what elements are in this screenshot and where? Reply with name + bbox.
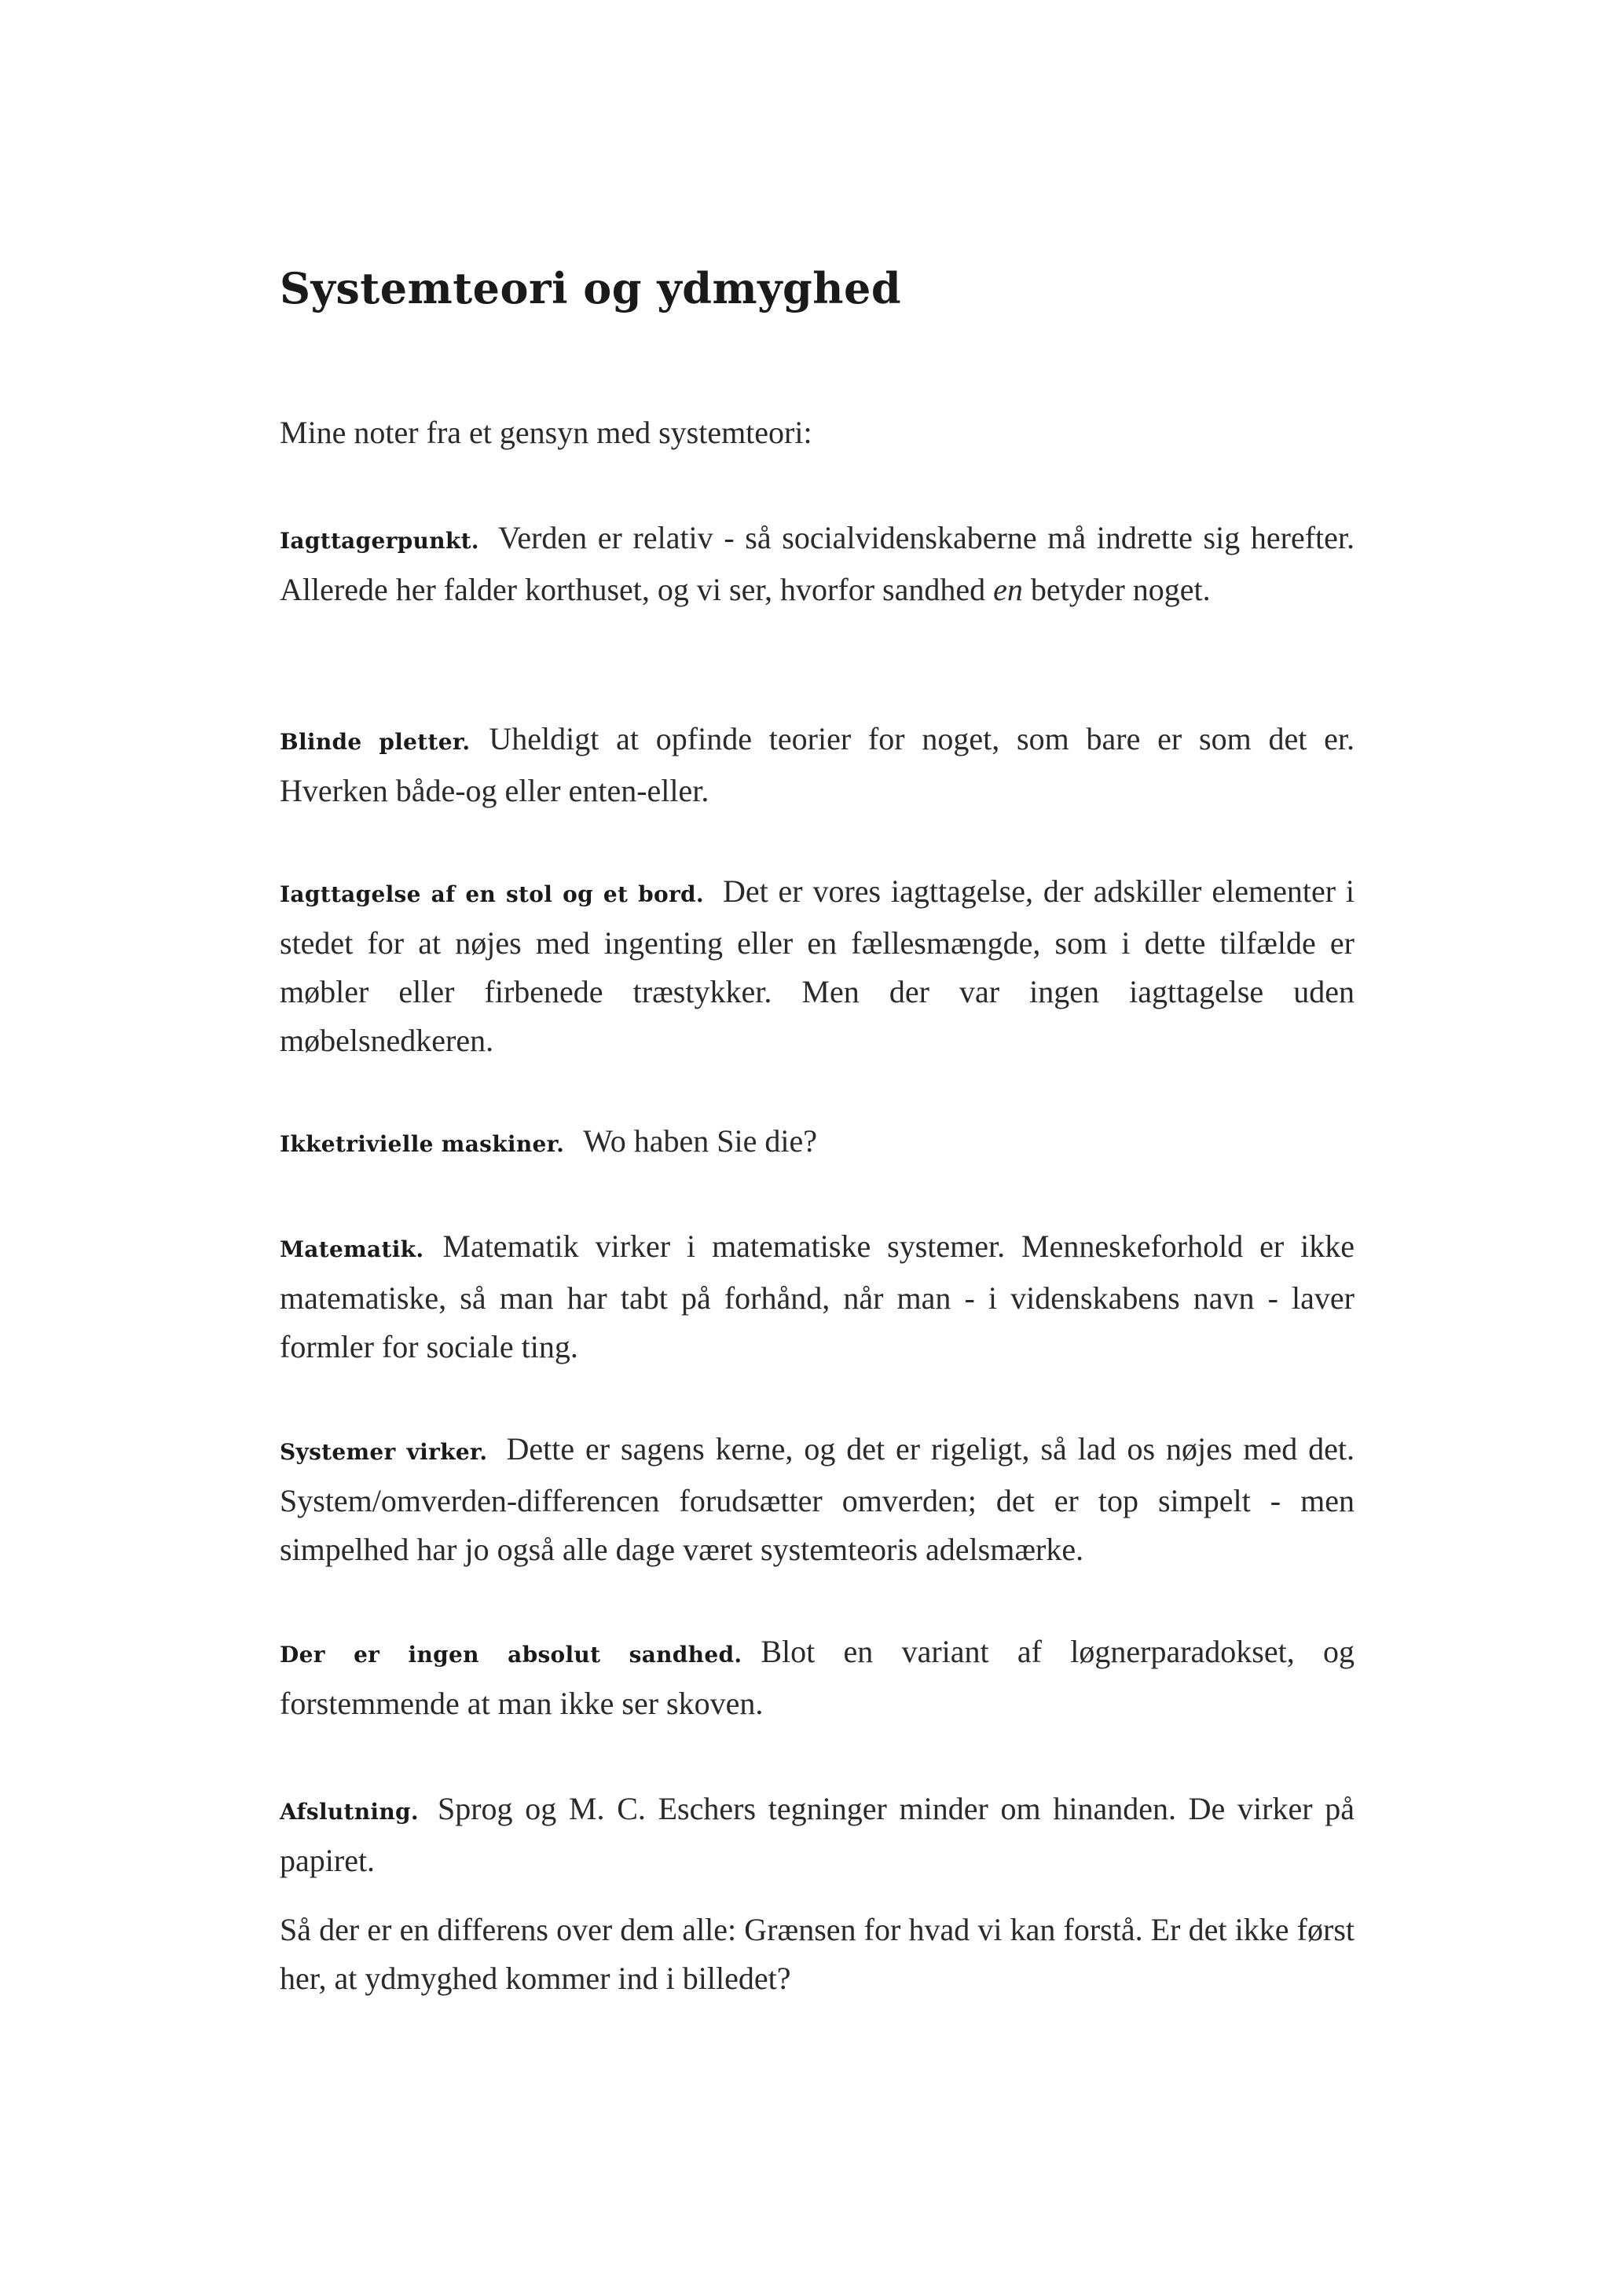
section-heading: Ikketrivielle maskiner.: [280, 1131, 565, 1157]
section-matematik: [280, 1222, 1355, 1371]
section-text: Matematik virker i matematiske systemer. Menneskeforhold er ikke matematiske, så man har tabt på forhånd, når man - i videnskabens navn - laver formler for sociale ting.: [280, 1229, 1355, 1364]
section-afslutning: [280, 1785, 1355, 1885]
section-heading: Iagttagelse af en stol og et bord.: [280, 881, 704, 907]
section-text: Verden er relativ - så socialvidenskaberne må indrette sig herefter. Allerede her falder korthuset, og vi ser, hvorfor sandhed: [280, 520, 1355, 607]
section-text: Uheldigt at opfinde teorier for noget, som bare er som det er. Hverken både-og eller enten-eller.: [280, 721, 1355, 808]
section-ikketrivielle-maskiner: [280, 1117, 1355, 1169]
section-heading: Matematik.: [280, 1236, 424, 1262]
section-heading: Blinde pletter.: [280, 729, 471, 755]
section-text: Sprog og M. C. Eschers tegninger minder om hinanden. De virker på papiret.: [280, 1791, 1355, 1878]
section-systemer-virker: [280, 1425, 1355, 1574]
section-blinde-pletter: [280, 715, 1355, 815]
intro-paragraph: Mine noter fra et gensyn med systemteori:: [280, 415, 812, 450]
section-text: Blot en variant af løgnerparadokset, og forstemmende at man ikke ser skoven.: [280, 1634, 1355, 1721]
document-title: Systemteori og ydmyghed: [280, 263, 902, 313]
closing-paragraph: Så der er en differens over dem alle: Grænsen for hvad vi kan forstå. Er det ikke først her, at ydmyghed kommer ind i billedet?: [280, 1912, 1355, 1996]
section-heading: Systemer virker.: [280, 1439, 488, 1465]
section-iagttagelse-stol-bord: [280, 867, 1355, 1065]
section-heading: Iagttagerpunkt.: [280, 528, 479, 554]
section-text: Dette er sagens kerne, og det er rigeligt, så lad os nøjes med det. System/omverden-differencen forudsætter omverden; det er top simpelt - men simpelhed har jo også alle dage været systemteoris adelsmærke.: [280, 1431, 1355, 1567]
section-heading: Der er ingen absolut sandhed.: [280, 1642, 742, 1668]
section-text: betyder noget.: [1022, 572, 1211, 607]
section-absolut-sandhed: [280, 1628, 1355, 1728]
section-iagttagerpunkt: [280, 514, 1355, 614]
emphasized-word: en: [993, 572, 1023, 607]
section-text: Wo haben Sie die?: [583, 1123, 817, 1159]
section-heading: Afslutning.: [280, 1799, 419, 1825]
section-text: Det er vores iagttagelse, der adskiller elementer i stedet for at nøjes med ingenting eller en fællesmængde, som i dette tilfælde er møbler eller firbenede træstykker. Men der var ingen iagttagelse uden møbelsnedkeren.: [280, 873, 1355, 1058]
